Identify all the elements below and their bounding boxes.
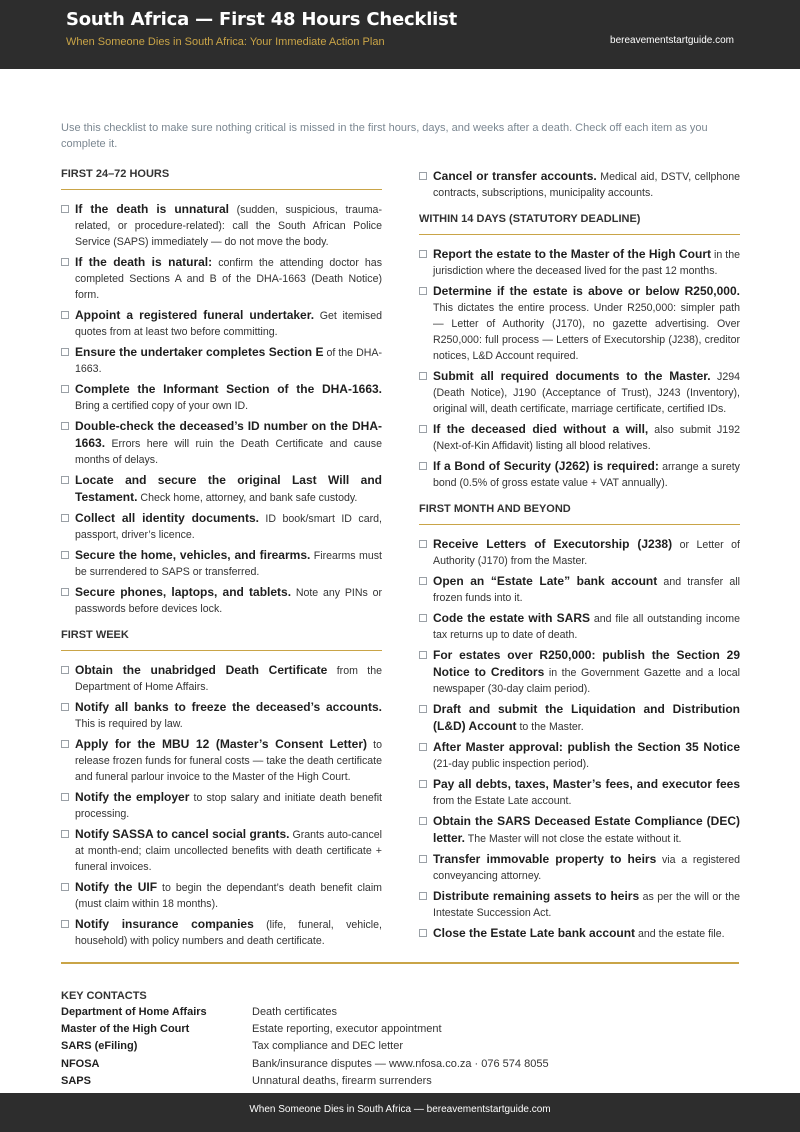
checklist-item-heading: Notify insurance companies <box>75 917 254 931</box>
checklist-item-heading: Report the estate to the Master of the High Court <box>433 247 711 261</box>
checklist-item <box>61 344 382 377</box>
checklist-item-detail: and transfer all frozen funds into it. <box>433 576 740 604</box>
checkbox[interactable] <box>419 462 427 470</box>
contact-row <box>61 1056 741 1073</box>
checklist-item <box>61 201 382 250</box>
checklist-item-detail: and the estate file. <box>635 928 725 940</box>
checkbox[interactable] <box>419 817 427 825</box>
checklist-first-month <box>419 536 740 942</box>
checklist-item-detail: from the Estate Late account. <box>433 795 572 807</box>
checklist-item-detail: in the jurisdiction where the deceased lived for the past 12 months. <box>433 249 741 277</box>
checklist-item-heading: Locate and secure the original Last Will and Testament. <box>75 473 382 504</box>
checklist-item <box>419 421 740 454</box>
key-contacts-title: KEY CONTACTS <box>61 990 147 1002</box>
checklist-item-heading: Receive Letters of Executorship (J238) <box>433 537 673 551</box>
checklist-item-heading: Obtain the SARS Deceased Estate Compliance (DEC) letter. <box>433 814 740 845</box>
checkbox[interactable] <box>419 425 427 433</box>
checklist-item <box>61 916 382 949</box>
checkbox[interactable] <box>419 287 427 295</box>
checklist-item <box>61 879 382 912</box>
checklist-item-heading: Obtain the unabridged Death Certificate <box>75 663 328 677</box>
checkbox[interactable] <box>61 920 69 928</box>
checkbox[interactable] <box>61 666 69 674</box>
checklist-first-week <box>61 662 382 949</box>
checklist-item-heading: If the deceased died without a will, <box>433 422 649 436</box>
checkbox[interactable] <box>419 855 427 863</box>
checkbox[interactable] <box>61 740 69 748</box>
checklist-item-detail: The Master will not close the estate without it. <box>465 833 682 845</box>
checklist-item-detail: to begin the dependant’s death benefit claim (must claim within 18 months). <box>75 882 382 910</box>
checklist-item <box>419 610 740 643</box>
checklist-item-heading: Distribute remaining assets to heirs <box>433 889 640 903</box>
checklist-item <box>61 736 382 785</box>
section-title-within-14-days: WITHIN 14 DAYS (STATUTORY DEADLINE) <box>419 213 740 235</box>
checklist-item-detail: Grants auto-cancel at month-end; claim uncollected benefits with death certificate + funeral invoices. <box>75 829 382 873</box>
checklist-item <box>419 888 740 921</box>
checklist-item <box>419 536 740 569</box>
checklist-item-detail: Medical aid, DSTV, cellphone contracts, subscriptions, municipality accounts. <box>433 171 741 199</box>
contact-name: SARS (eFiling) <box>61 1040 138 1053</box>
checklist-item-detail: also submit J192 (Next-of-Kin Affidavit) listing all blood relatives. <box>433 424 740 452</box>
contact-description: Bank/insurance disputes — www.nfosa.co.za · 076 574 8055 <box>252 1057 549 1070</box>
checkbox[interactable] <box>61 476 69 484</box>
checklist-item-heading: Appoint a registered funeral undertaker. <box>75 308 315 322</box>
checklist-item <box>419 925 740 942</box>
checklist-item-detail: to stop salary and initiate death benefit processing. <box>75 792 382 820</box>
checklist-item-detail: confirm the attending doctor has completed Sections A and B of the DHA-1663 (Death Notice) form. <box>75 257 382 301</box>
checkbox[interactable] <box>419 540 427 548</box>
checklist-item-detail: from the Department of Home Affairs. <box>75 665 382 693</box>
checklist-item-heading: Notify SASSA to cancel social grants. <box>75 827 290 841</box>
checklist-item-detail: to the Master. <box>516 721 584 733</box>
checklist-item <box>61 510 382 543</box>
checklist-item <box>61 826 382 875</box>
contact-description: Unnatural deaths, firearm surrenders <box>252 1074 432 1087</box>
checklist-item-detail: Errors here will ruin the Death Certificate and cause months of delays. <box>75 438 382 466</box>
section-title-first-month: FIRST MONTH AND BEYOND <box>419 503 740 525</box>
checklist-item-detail: J294 (Death Notice), J190 (Acceptance of Trust), J243 (Inventory), original will, death certificate, marriage certificate, certified IDs. <box>433 371 740 415</box>
checklist-item-detail: Get itemised quotes from at least two before committing. <box>75 310 382 338</box>
checkbox[interactable] <box>61 551 69 559</box>
checklist-item-heading: Draft and submit the Liquidation and Distribution (L&D) Account <box>433 702 740 733</box>
checklist-item-heading: Notify the employer <box>75 790 190 804</box>
section-title-first-24-72-hours: FIRST 24–72 HOURS <box>61 168 382 190</box>
checkbox[interactable] <box>419 172 427 180</box>
checkbox[interactable] <box>419 614 427 622</box>
checklist-item <box>61 547 382 580</box>
contact-row <box>61 1073 741 1090</box>
checklist-item <box>61 254 382 303</box>
contact-name: NFOSA <box>61 1057 100 1070</box>
checklist-item <box>61 472 382 506</box>
contact-description: Tax compliance and DEC letter <box>252 1040 404 1053</box>
checklist-item-detail: as per the will or the Intestate Succession Act. <box>433 891 740 919</box>
checklist-item <box>61 699 382 732</box>
checklist-item-heading: Secure the home, vehicles, and firearms. <box>75 548 311 562</box>
checklist-item-heading: Code the estate with SARS <box>433 611 590 625</box>
checkbox[interactable] <box>61 348 69 356</box>
checklist-item-heading: After Master approval: publish the Section 35 Notice <box>433 740 740 754</box>
checkbox[interactable] <box>61 258 69 266</box>
checkbox[interactable] <box>419 705 427 713</box>
checklist-item <box>419 283 740 364</box>
left-column <box>61 168 382 953</box>
checklist-item-detail: (21-day public inspection period). <box>433 758 590 770</box>
checklist-item-heading: Close the Estate Late bank account <box>433 926 636 940</box>
checklist-item-heading: Notify the UIF <box>75 880 158 894</box>
checklist-item <box>61 789 382 822</box>
checklist-item <box>419 701 740 735</box>
checklist-item-heading: Apply for the MBU 12 (Master’s Consent Letter) <box>75 737 367 751</box>
checkbox[interactable] <box>419 780 427 788</box>
checklist-item-heading: Notify all banks to freeze the deceased’s accounts. <box>75 700 382 714</box>
page-footer: When Someone Dies in South Africa — bereavementstartguide.com <box>0 1093 800 1132</box>
contact-row <box>61 1004 741 1021</box>
checklist-item-detail: This is required by law. <box>75 718 183 730</box>
checkbox[interactable] <box>419 929 427 937</box>
checklist-item <box>61 418 382 468</box>
checklist-item-heading: Pay all debts, taxes, Master’s fees, and executor fees <box>433 777 740 791</box>
checklist-item-heading: Cancel or transfer accounts. <box>433 169 597 183</box>
checklist-item-heading: Complete the Informant Section of the DHA-1663. <box>75 382 382 396</box>
checkbox[interactable] <box>61 422 69 430</box>
checklist-item-heading: Submit all required documents to the Master. <box>433 369 711 383</box>
checkbox[interactable] <box>61 385 69 393</box>
checklist-item-detail: via a registered conveyancing attorney. <box>433 854 741 882</box>
checklist-item-heading: Open an “Estate Late” bank account <box>433 574 658 588</box>
checklist-item <box>419 647 740 697</box>
checklist-item <box>419 246 740 279</box>
checklist-item-detail: arrange a surety bond (0.5% of gross estate value + VAT annually). <box>433 461 740 489</box>
page-subtitle: When Someone Dies in South Africa: Your Immediate Action Plan <box>66 36 385 48</box>
checkbox[interactable] <box>61 588 69 596</box>
checklist-item-heading: Double-check the deceased’s ID number on the DHA-1663. <box>75 419 382 450</box>
contact-name: Department of Home Affairs <box>61 1006 207 1018</box>
checklist-item-detail: and file all outstanding income tax returns up to date of death. <box>433 613 741 641</box>
checklist-item-detail: (life, funeral, vehicle, household) with policy numbers and death certificate. <box>75 919 382 947</box>
checklist-item-detail: to release frozen funds for funeral costs — take the death certificate and funeral parlour invoice to the Master of the High Court. <box>75 739 382 783</box>
checkbox[interactable] <box>61 793 69 801</box>
checklist-item-heading: For estates over R250,000: publish the Section 29 Notice to Creditors <box>433 648 740 679</box>
checklist-item-detail: Bring a certified copy of your own ID. <box>75 400 249 412</box>
checkbox[interactable] <box>61 514 69 522</box>
checkbox[interactable] <box>61 830 69 838</box>
section-title-first-week: FIRST WEEK <box>61 629 382 651</box>
checklist-item-detail: or Letter of Authority (J170) from the Master. <box>433 539 740 567</box>
checklist-item-heading: Determine if the estate is above or below R250,000. <box>433 284 740 298</box>
checklist-within-14-days <box>419 246 740 491</box>
site-url[interactable]: bereavementstartguide.com <box>610 35 734 46</box>
checkbox[interactable] <box>419 892 427 900</box>
contact-description: Death certificates <box>252 1006 337 1018</box>
contacts-table <box>61 1004 741 1090</box>
checklist-item-detail: (sudden, suspicious, trauma-related, or procedure-related): call the South African Police Service (SAPS) immediately — do not move the body. <box>75 204 382 248</box>
checklist-item-detail: Firearms must be surrendered to SAPS or transferred. <box>75 550 382 578</box>
checklist-item <box>419 851 740 884</box>
checklist-item <box>419 168 740 201</box>
checklist-item-detail: ID book/smart ID card, passport, driver’s licence. <box>75 513 382 541</box>
checklist-item-heading: If a Bond of Security (J262) is required: <box>433 459 659 473</box>
contact-name: SAPS <box>61 1074 91 1087</box>
key-contacts <box>61 990 741 1090</box>
checklist-item <box>419 573 740 606</box>
checklist-item-heading: If the death is unnatural <box>75 202 230 216</box>
checklist-item-detail: This dictates the entire process. Under R250,000: simpler path — Letter of Authority (J170), no gazette advertising. Over R250,000: full process — Letters of Executorship (J238), creditor notices, L&D Account required. <box>433 302 740 362</box>
right-column <box>419 168 740 946</box>
checkbox[interactable] <box>419 743 427 751</box>
section-divider <box>61 962 739 964</box>
checkbox[interactable] <box>61 703 69 711</box>
checklist-item <box>419 368 740 417</box>
contact-row <box>61 1038 741 1055</box>
checklist-first-week-continued <box>419 168 740 201</box>
checklist-item-heading: Secure phones, laptops, and tablets. <box>75 585 292 599</box>
checklist-item <box>419 458 740 491</box>
contact-name: Master of the High Court <box>61 1023 190 1036</box>
checklist-item-heading: Transfer immovable property to heirs <box>433 852 657 866</box>
checklist-item-detail: of the DHA-1663. <box>75 347 382 375</box>
checklist-item <box>61 662 382 695</box>
checklist-item-detail: Note any PINs or passwords before devices lock. <box>75 587 382 615</box>
contact-description: Estate reporting, executor appointment <box>252 1023 442 1036</box>
checklist-item <box>419 739 740 772</box>
page-title: South Africa — First 48 Hours Checklist <box>66 9 458 30</box>
checklist-item-heading: Collect all identity documents. <box>75 511 259 525</box>
page-header <box>0 0 800 69</box>
checklist-item <box>419 813 740 847</box>
checklist-item-heading: If the death is natural: <box>75 255 213 269</box>
checkbox[interactable] <box>419 372 427 380</box>
checkbox[interactable] <box>61 205 69 213</box>
checklist-item <box>61 381 382 414</box>
checklist-item <box>419 776 740 809</box>
checklist-first-24-72-hours <box>61 201 382 617</box>
contact-row <box>61 1021 741 1038</box>
checklist-item-detail: in the Government Gazette and a local newspaper (30-day claim period). <box>433 667 741 695</box>
checklist-item <box>61 584 382 617</box>
checklist-item <box>61 307 382 340</box>
checkbox[interactable] <box>61 883 69 891</box>
checkbox[interactable] <box>419 577 427 585</box>
checklist-item-detail: Check home, attorney, and bank safe custody. <box>137 492 358 504</box>
checkbox[interactable] <box>61 311 69 319</box>
checklist-item-heading: Ensure the undertaker completes Section E <box>75 345 324 359</box>
intro-text: Use this checklist to make sure nothing critical is missed in the first hours, days, and weeks after a death. Check off each item as you complete it. <box>61 122 708 150</box>
checkbox[interactable] <box>419 651 427 659</box>
checkbox[interactable] <box>419 250 427 258</box>
